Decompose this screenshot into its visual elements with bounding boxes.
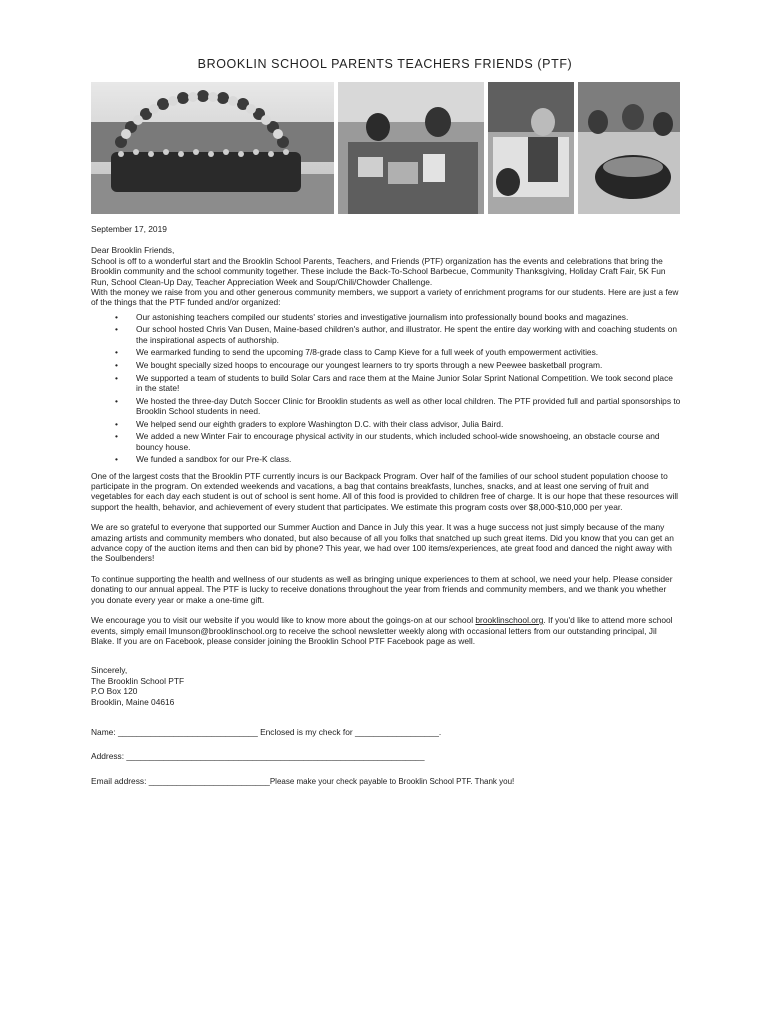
name-field[interactable]: ______________________________ [118,726,258,737]
closing: Sincerely, [91,665,128,676]
check-payable-note: Please make your check payable to Brooklin School PTF. Thank you! [269,776,515,786]
auction-paragraph: We are so grateful to everyone that supported our Summer Auction and Dance in July this year. It was a huge success not just simply because of the many amazing artists and community members who donated, but also because of all you folks that snatched up such great items. Did you know that you can get an advance copy of the auction items and then can bid by phone? This year, we had over 100 items/experiences, ate great food and danced the night away with the Soulbenders! [91,522,674,564]
email-label: Email address: [91,775,147,786]
students-balloon-arch-photo [91,82,334,214]
email-line [91,776,681,787]
funded-programs-list [91,312,681,465]
check-amount-field[interactable]: __________________. [355,726,442,737]
intro-paragraph-2: With the money we raise from you and other generous community members, we support a variety of enrichment programs for our students. Here are just a few of the things that the PTF funded and/or organized: [91,287,679,308]
letter-body [91,224,681,787]
intro-paragraph: School is off to a wonderful start and the Brooklin School Parents, Teachers, and Friends (PTF) organization has the events and celebrations that bring the Brooklin community and the school community together. These include the Back-To-School Barbecue, Community Thanksgiving, Holiday Craft Fair, 5K Fun Run, School Clean-Up Day, Teacher Appreciation Week and Soup/Chili/Chowder Challenge. [91,255,666,287]
list-item: • Our school hosted Chris Van Dusen, Maine-based children's author, and illustrator. He spent the entire day working with and coaching students on the inspirational aspects of authorship. [115,324,678,345]
list-item: • We added a new Winter Fair to encourage physical activity in our students, which included school-wide snowshoeing, an obstacle course and bouncy house. [115,431,660,452]
signature-city: Brooklin, Maine 04616 [91,696,175,707]
website-link[interactable]: brooklinschool.org [475,615,544,626]
appeal-paragraph: To continue supporting the health and wellness of our students as well as bringing unique experiences to them at school, we need your help. Please consider donating to our annual appeal. The PTF is lucky to receive donations throughout the year from friends and community members, and we thank you whether you donate every year or make a one-time gift. [91,573,673,605]
address-field[interactable]: ________________________________________________________________ [126,751,425,762]
enclosed-label: Enclosed is my check for [260,726,353,737]
address-line [91,751,681,761]
email-field[interactable]: __________________________ [148,775,270,786]
list-item: • We supported a team of students to build Solar Cars and race them at the Maine Junior Solar Sprint National Competition. We took second place in the state! [115,372,673,394]
list-item: • We helped send our eighth graders to explore Washington D.C. with their class advisor, Julia Baird. [115,418,504,429]
backpack-paragraph: One of the largest costs that the Brooklin PTF currently incurs is our Backpack Program. Over half of the families of our school student population choose to participate in the program. On extended weekends and vacations, a bag that contains breakfasts, lunches, snacks, and at least one serving of fruit and vegetables for each day each student is out of school is sent home. All of this food is provided to children free of charge. It is our hope that these resources will support the health, behavior, and achievement of every student that participates. We estimate this program costs over $8,000-$10,000 per year. [91,470,679,512]
list-item: • We hosted the three-day Dutch Soccer Clinic for Brooklin students as well as other local children. The PTF provided full and partial sponsorships to Brooklin School students in need. [115,395,681,417]
signature-org: The Brooklin School PTF [91,675,185,686]
address-label: Address: [91,751,125,762]
letter-date: September 17, 2019 [91,224,167,234]
name-line [91,727,681,737]
outdoor-fire-pit-photo [578,82,680,214]
list-item: • Our astonishing teachers compiled our students' stories and investigative journalism into professionally bound books and magazines. [115,311,629,322]
list-item: • We earmarked funding to send the upcoming 7/8-grade class to Camp Kieve for a full week of youth empowerment activities. [115,347,599,358]
list-item: • We bought specially sized hoops to encourage our youngest learners to try sports through a new Peewee basketball program. [115,360,603,371]
website-paragraph: We encourage you to visit our website if you would like to know more about the goings-on at our school brooklinschool.org. If you'd like to attend more school events, simply email lmunson@brooklinschool.org to receive the school newsletter weekly along with occasional letters from our outstanding principal, Jil Blake. If you are on Facebook, please consider joining the Brooklin School PTF Facebook page as well. [91,615,673,646]
page-title: BROOKLIN SCHOOL PARENTS TEACHERS FRIENDS (PTF) [197,57,573,71]
author-visit-photo [488,82,574,214]
greeting: Dear Brooklin Friends, [91,245,175,256]
list-item: • We funded a sandbox for our Pre-K class. [115,454,292,465]
signature-pobox: P.O Box 120 [91,686,138,697]
name-label: Name: [91,726,116,737]
craft-fair-photo [338,82,484,214]
